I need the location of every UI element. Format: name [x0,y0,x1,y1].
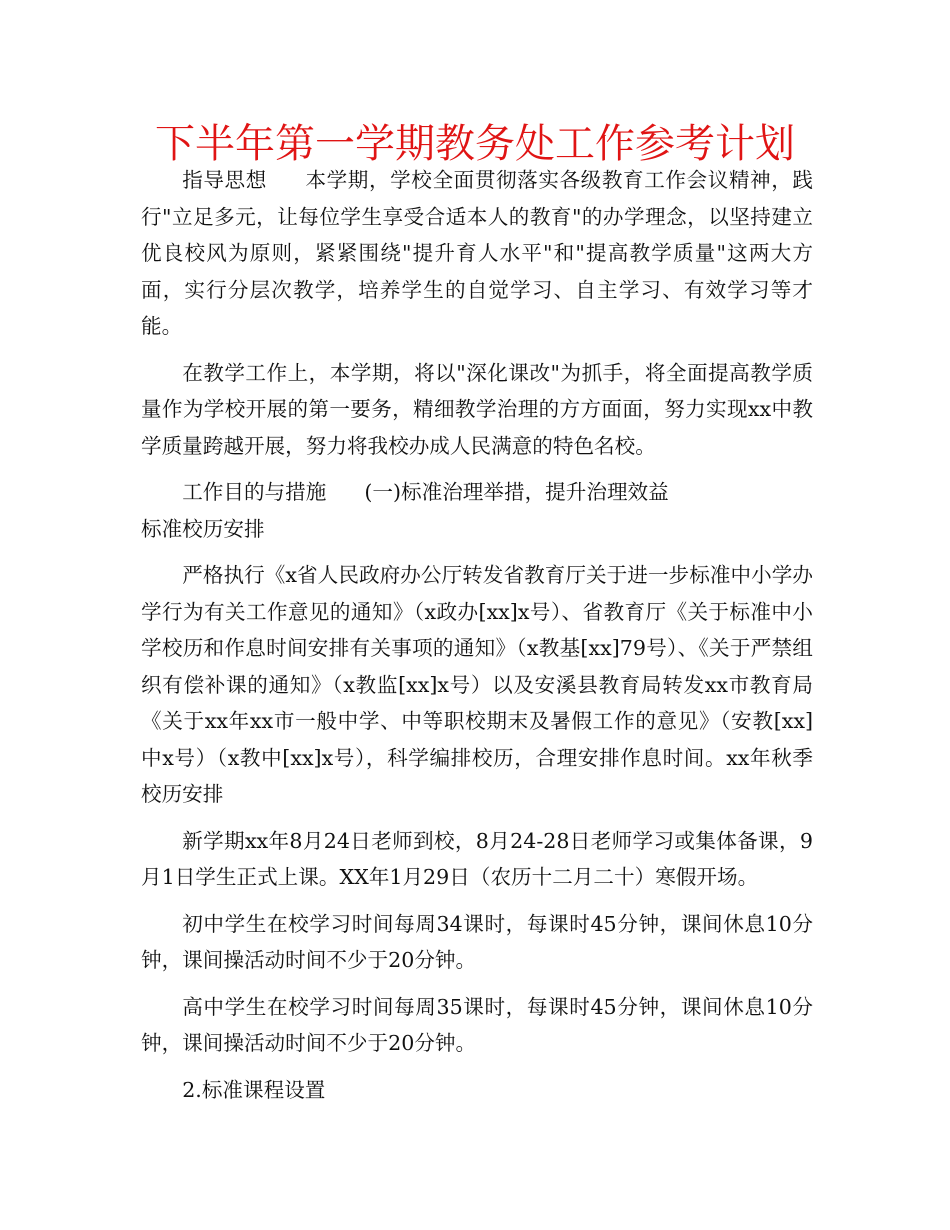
calendar-heading: 标准校历安排 [141,516,265,541]
goals-label: 工作目的与措施 [182,480,327,504]
document-title: 下半年第一学期教务处工作参考计划 [155,121,795,167]
goals-paragraph [141,474,813,511]
senior-schedule-paragraph: 高中学生在校学习时间每周35课时，每课时45分钟，课间休息10分钟，课间操活动时间不少于20分钟。 [141,994,813,1055]
guiding-text: 本学期，学校全面贯彻落实各级教育工作会议精神，践行"立足多元，让每位学生享受合适本人的教育"的办学理念，以坚持建立优良校风为原则，紧紧围绕"提升育人水平"和"提高教学质量"这两大方面，实行分层次教学，培养学生的自觉学习、自主学习、有效学习等才能。 [141,168,813,338]
junior-schedule-paragraph: 初中学生在校学习时间每周34课时，每课时45分钟，课间休息10分钟，课间操活动时间不少于20分钟。 [141,911,813,972]
document-body [141,162,813,1108]
guiding-label: 指导思想 [182,168,267,192]
goals-subtitle: (一)标准治理举措，提升治理效益 [364,480,669,504]
semester-paragraph: 新学期xx年8月24日老师到校，8月24-28日老师学习或集体备课，9月1日学生正式上课。XX年1月29日（农历十二月二十）寒假开场。 [141,828,813,889]
calendar-paragraph: 严格执行《x省人民政府办公厅转发省教育厅关于进一步标准中小学办学行为有关工作意见的通知》（x政办[xx]x号）、省教育厅《关于标准中小学校历和作息时间安排有关事项的通知》（x教基[xx]79号）、《关于严禁组织有偿补课的通知》（x教监[xx]x号）以及安溪县教育局转发xx市教育局《关于xx年xx市一般中学、中等职校期末及暑假工作的意见》（安教[xx]中x号）（x教中[xx]x号），科学编排校历，合理安排作息时间。xx年秋季校历安排 [141,563,813,806]
course-heading: 2.标准课程设置 [182,1077,326,1102]
teaching-paragraph: 在教学工作上，本学期，将以"深化课改"为抓手，将全面提高教学质量作为学校开展的第一要务，精细教学治理的方方面面，努力实现xx中教学质量跨越开展，努力将我校办成人民满意的特色名校。 [141,360,813,458]
guiding-paragraph [141,162,813,345]
